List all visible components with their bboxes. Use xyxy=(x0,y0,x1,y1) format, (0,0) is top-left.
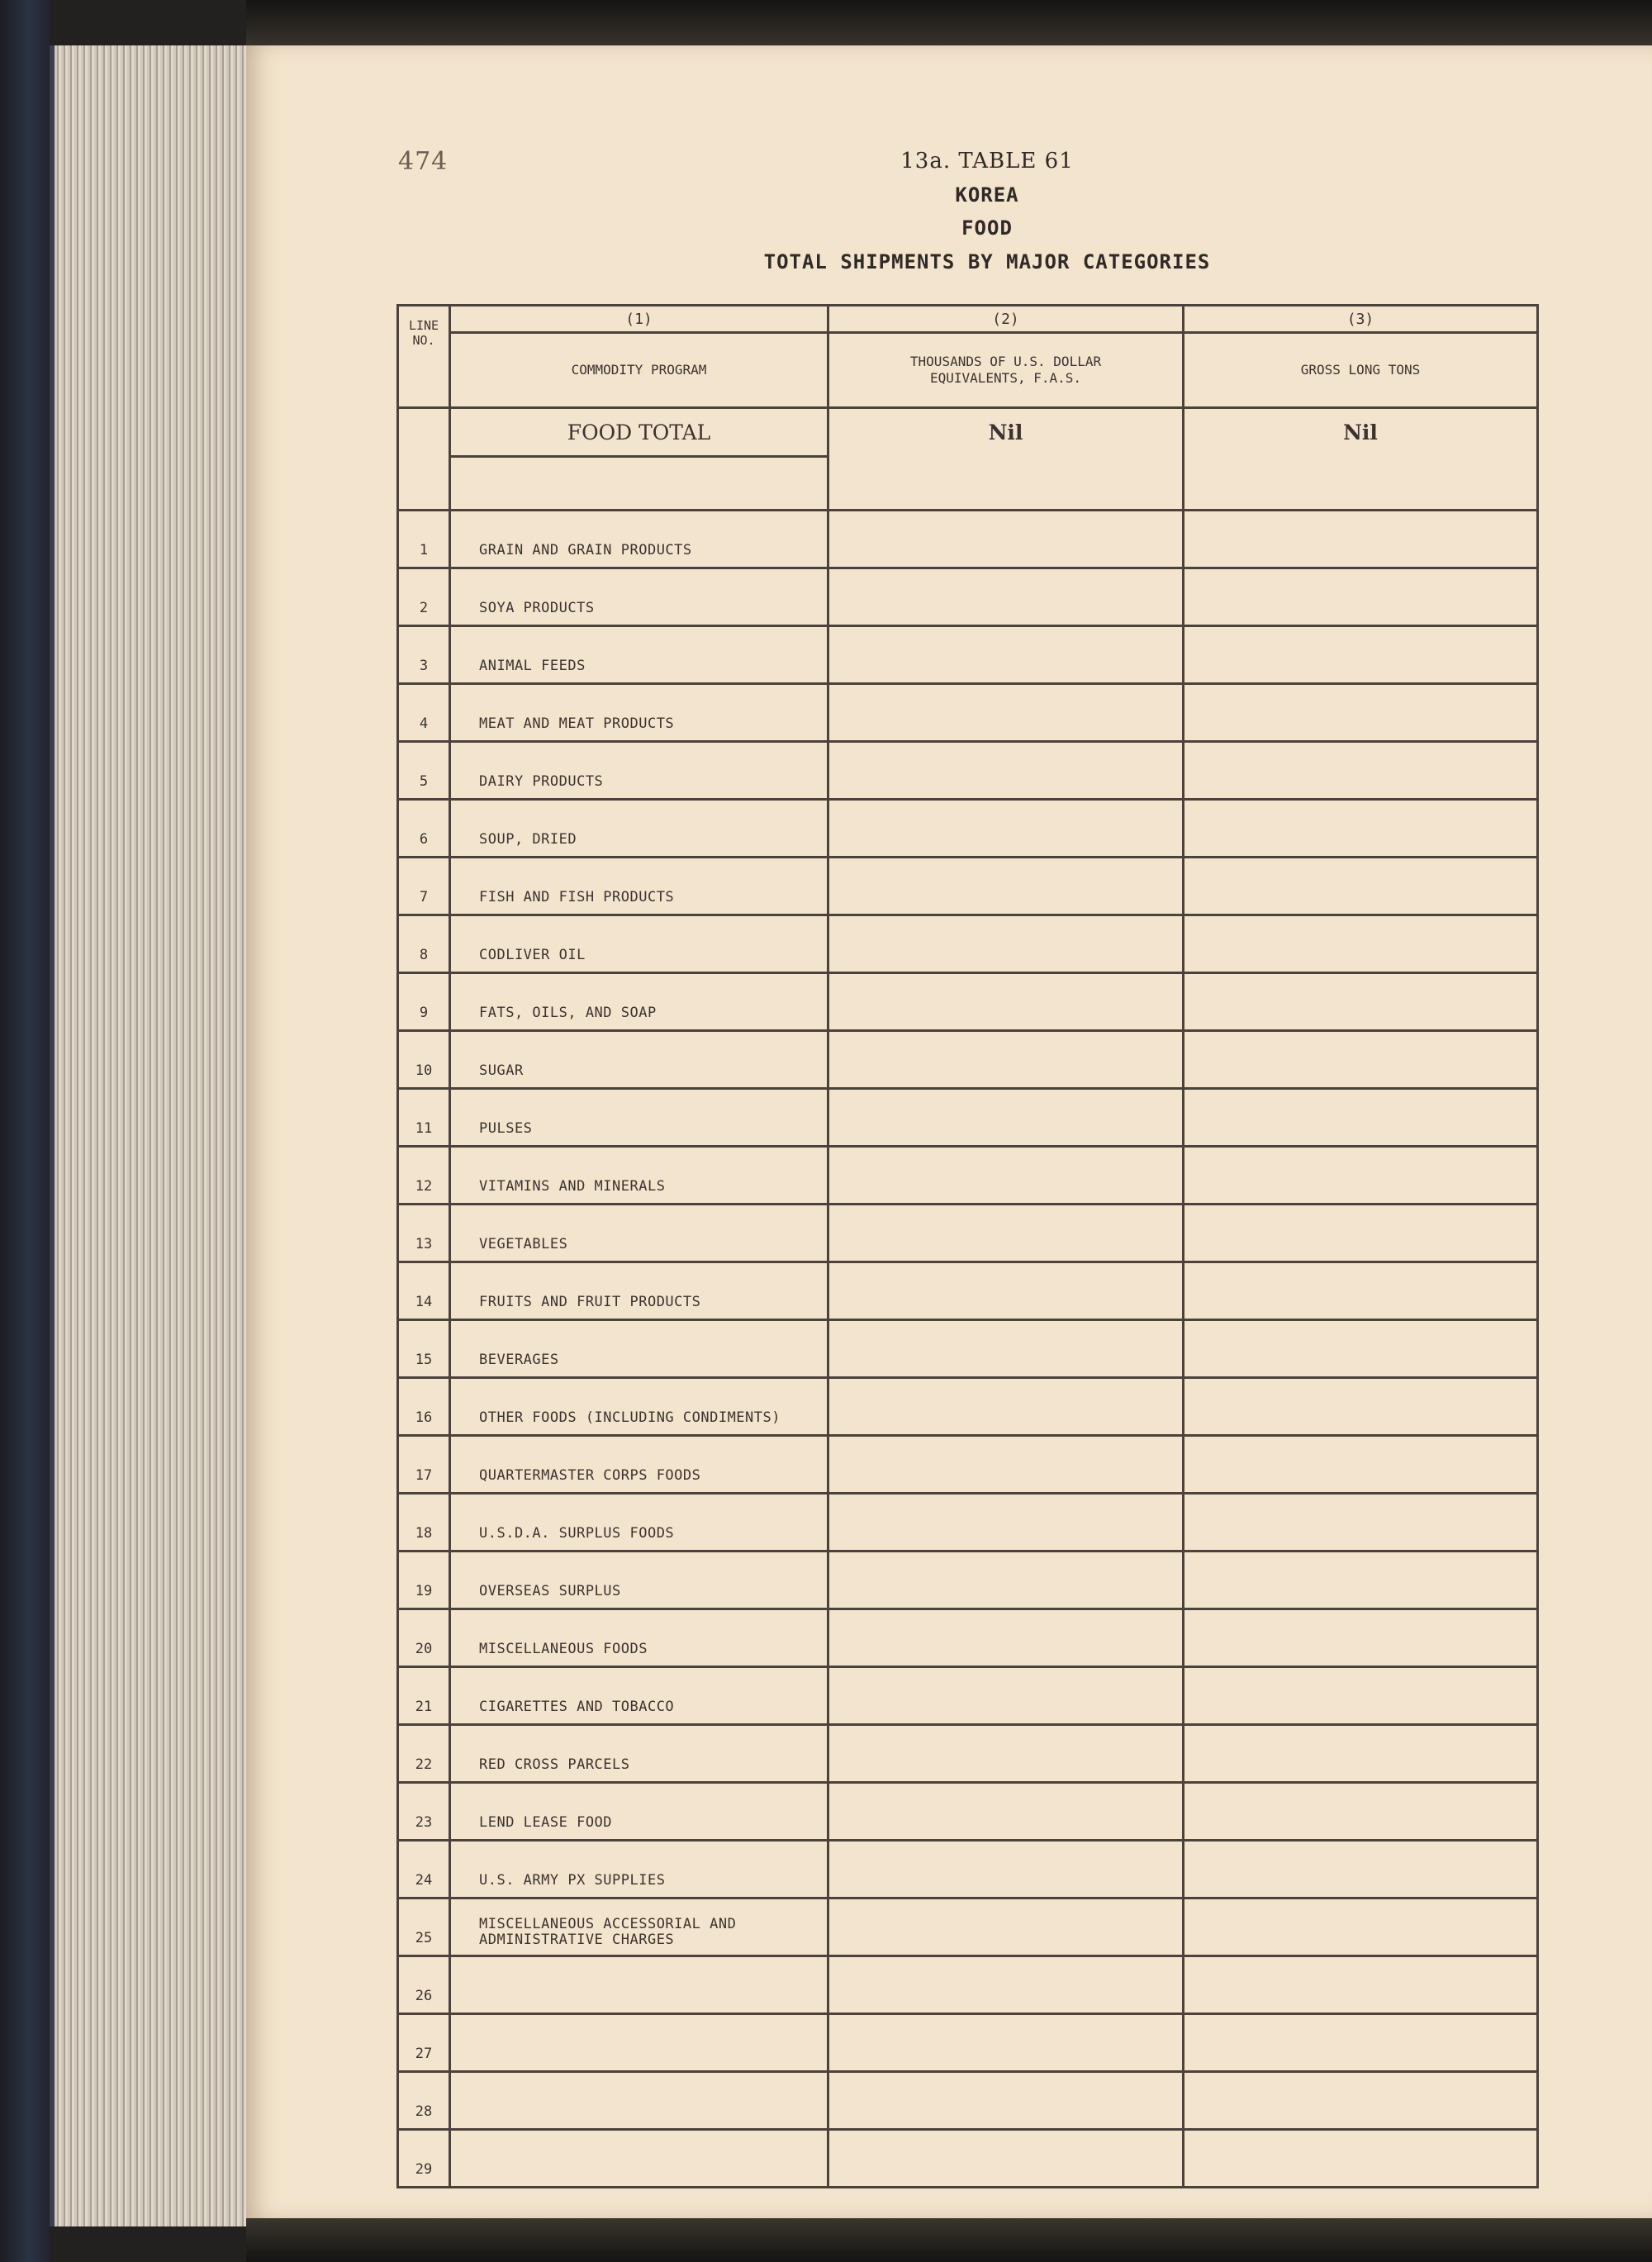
table-row xyxy=(398,742,1538,800)
line-number: 15 xyxy=(398,1320,450,1378)
tons-cell xyxy=(1184,973,1538,1031)
tons-cell xyxy=(1184,684,1538,742)
dollars-cell xyxy=(828,1956,1184,2014)
table-row xyxy=(398,1436,1538,1494)
dollars-cell xyxy=(828,511,1184,568)
commodity-name: U.S.D.A. SURPLUS FOODS xyxy=(450,1494,828,1552)
dollars-cell xyxy=(828,2130,1184,2188)
tons-cell xyxy=(1184,1089,1538,1147)
table-row xyxy=(398,1205,1538,1262)
tons-cell xyxy=(1184,1898,1538,1956)
commodity-name: QUARTERMASTER CORPS FOODS xyxy=(450,1436,828,1494)
line-number: 23 xyxy=(398,1783,450,1841)
table-row xyxy=(398,1841,1538,1898)
line-number: 3 xyxy=(398,626,450,684)
dollars-cell xyxy=(828,626,1184,684)
dollar-equivalents-header: THOUSANDS OF U.S. DOLLAR EQUIVALENTS, F.A.S. xyxy=(828,333,1184,408)
line-number: 9 xyxy=(398,973,450,1031)
top-margin-shadow xyxy=(246,0,1652,50)
line-number: 18 xyxy=(398,1494,450,1552)
dollars-cell xyxy=(828,1725,1184,1783)
commodity-name: MISCELLANEOUS ACCESSORIAL AND ADMINISTRATIVE CHARGES xyxy=(450,1898,828,1956)
table-row xyxy=(398,1667,1538,1725)
table-row xyxy=(398,2072,1538,2130)
commodity-name: PULSES xyxy=(450,1089,828,1147)
tons-cell xyxy=(1184,1552,1538,1609)
column-number-3: (3) xyxy=(1184,306,1538,333)
tons-cell xyxy=(1184,2014,1538,2072)
bottom-margin-shadow xyxy=(246,2218,1652,2262)
table-row xyxy=(398,800,1538,858)
dollars-cell xyxy=(828,2014,1184,2072)
line-number: 11 xyxy=(398,1089,450,1147)
tons-cell xyxy=(1184,2072,1538,2130)
category-heading: FOOD xyxy=(961,216,1013,240)
dollars-cell xyxy=(828,742,1184,800)
commodity-name: SUGAR xyxy=(450,1031,828,1089)
commodity-name: FRUITS AND FRUIT PRODUCTS xyxy=(450,1262,828,1320)
line-number: 16 xyxy=(398,1378,450,1436)
table-subtitle: TOTAL SHIPMENTS BY MAJOR CATEGORIES xyxy=(763,250,1211,273)
line-number: 2 xyxy=(398,568,450,626)
commodity-name: BEVERAGES xyxy=(450,1320,828,1378)
column-header-row xyxy=(398,333,1538,408)
dollars-cell xyxy=(828,1494,1184,1552)
table-row xyxy=(398,858,1538,915)
dollars-cell xyxy=(828,684,1184,742)
dollars-cell xyxy=(828,1031,1184,1089)
table-id: 13a. TABLE 61 xyxy=(900,149,1074,173)
line-number: 25 xyxy=(398,1898,450,1956)
commodity-name: OVERSEAS SURPLUS xyxy=(450,1552,828,1609)
line-number: 27 xyxy=(398,2014,450,2072)
line-number: 4 xyxy=(398,684,450,742)
dollars-cell xyxy=(828,1552,1184,1609)
line-number: 7 xyxy=(398,858,450,915)
table-row xyxy=(398,1783,1538,1841)
line-number: 10 xyxy=(398,1031,450,1089)
line-number: 28 xyxy=(398,2072,450,2130)
gross-long-tons-header: GROSS LONG TONS xyxy=(1184,333,1538,408)
line-number: 29 xyxy=(398,2130,450,2188)
table-row xyxy=(398,511,1538,568)
commodity-name: CODLIVER OIL xyxy=(450,915,828,973)
shipments-table-wrapper xyxy=(396,304,1536,2178)
table-row xyxy=(398,2014,1538,2072)
commodity-program-header: COMMODITY PROGRAM xyxy=(450,333,828,408)
commodity-name: DAIRY PRODUCTS xyxy=(450,742,828,800)
shipments-table xyxy=(396,304,1539,2188)
table-row xyxy=(398,973,1538,1031)
dollars-cell xyxy=(828,1841,1184,1898)
line-number: 22 xyxy=(398,1725,450,1783)
table-row xyxy=(398,1956,1538,2014)
dollars-cell xyxy=(828,1609,1184,1667)
line-number: 13 xyxy=(398,1205,450,1262)
table-row xyxy=(398,1494,1538,1552)
table-row xyxy=(398,1089,1538,1147)
table-row xyxy=(398,1552,1538,1609)
commodity-name xyxy=(450,2072,828,2130)
commodity-name: OTHER FOODS (INCLUDING CONDIMENTS) xyxy=(450,1378,828,1436)
dollars-cell xyxy=(828,568,1184,626)
dollars-cell xyxy=(828,1089,1184,1147)
dollars-cell xyxy=(828,1262,1184,1320)
tons-cell xyxy=(1184,1031,1538,1089)
dollars-cell xyxy=(828,2072,1184,2130)
tons-cell xyxy=(1184,2130,1538,2188)
dollars-cell xyxy=(828,915,1184,973)
commodity-name: FATS, OILS, AND SOAP xyxy=(450,973,828,1031)
line-number: 20 xyxy=(398,1609,450,1667)
commodity-name: VEGETABLES xyxy=(450,1205,828,1262)
table-row xyxy=(398,915,1538,973)
table-row xyxy=(398,1320,1538,1378)
table-row xyxy=(398,626,1538,684)
dollars-cell xyxy=(828,973,1184,1031)
commodity-name xyxy=(450,2014,828,2072)
tons-cell xyxy=(1184,568,1538,626)
table-row xyxy=(398,1378,1538,1436)
page-number: 474 xyxy=(398,147,449,176)
page-edges xyxy=(50,45,253,2226)
line-number: 5 xyxy=(398,742,450,800)
dollars-cell xyxy=(828,1898,1184,1956)
table-row xyxy=(398,1262,1538,1320)
commodity-name: SOYA PRODUCTS xyxy=(450,568,828,626)
food-total-label: FOOD TOTAL xyxy=(450,408,828,457)
tons-cell xyxy=(1184,1667,1538,1725)
dollars-cell xyxy=(828,1147,1184,1205)
dollars-cell xyxy=(828,1378,1184,1436)
line-number: 8 xyxy=(398,915,450,973)
tons-cell xyxy=(1184,1147,1538,1205)
line-number: 19 xyxy=(398,1552,450,1609)
tons-cell xyxy=(1184,800,1538,858)
book-spine xyxy=(0,0,50,2262)
dollars-cell xyxy=(828,1436,1184,1494)
total-line-cell xyxy=(398,408,450,511)
food-total-row xyxy=(398,408,1538,457)
commodity-name: FISH AND FISH PRODUCTS xyxy=(450,858,828,915)
dollars-cell xyxy=(828,1205,1184,1262)
commodity-name: SOUP, DRIED xyxy=(450,800,828,858)
table-row xyxy=(398,1031,1538,1089)
line-number: 21 xyxy=(398,1667,450,1725)
commodity-name: MISCELLANEOUS FOODS xyxy=(450,1609,828,1667)
commodity-name: CIGARETTES AND TOBACCO xyxy=(450,1667,828,1725)
commodity-name: VITAMINS AND MINERALS xyxy=(450,1147,828,1205)
line-number: 26 xyxy=(398,1956,450,2014)
tons-cell xyxy=(1184,1262,1538,1320)
dollars-cell xyxy=(828,1667,1184,1725)
dollars-cell xyxy=(828,800,1184,858)
tons-cell xyxy=(1184,1841,1538,1898)
line-number: 17 xyxy=(398,1436,450,1494)
tons-cell xyxy=(1184,1320,1538,1378)
line-no-header: LINE NO. xyxy=(398,306,450,408)
spacer-cell xyxy=(450,457,828,511)
dollars-cell xyxy=(828,1320,1184,1378)
column-number-1: (1) xyxy=(450,306,828,333)
commodity-name: LEND LEASE FOOD xyxy=(450,1783,828,1841)
line-number: 12 xyxy=(398,1147,450,1205)
tons-cell xyxy=(1184,511,1538,568)
line-number: 24 xyxy=(398,1841,450,1898)
table-row xyxy=(398,1898,1538,1956)
table-row xyxy=(398,1609,1538,1667)
commodity-name: ANIMAL FEEDS xyxy=(450,626,828,684)
commodity-name xyxy=(450,2130,828,2188)
tons-cell xyxy=(1184,1783,1538,1841)
tons-cell xyxy=(1184,915,1538,973)
table-row xyxy=(398,1147,1538,1205)
tons-cell xyxy=(1184,1609,1538,1667)
commodity-name xyxy=(450,1956,828,2014)
line-number: 1 xyxy=(398,511,450,568)
food-total-tons: Nil xyxy=(1184,408,1538,511)
commodity-name: MEAT AND MEAT PRODUCTS xyxy=(450,684,828,742)
commodity-name: GRAIN AND GRAIN PRODUCTS xyxy=(450,511,828,568)
tons-cell xyxy=(1184,1436,1538,1494)
tons-cell xyxy=(1184,1494,1538,1552)
table-row xyxy=(398,1725,1538,1783)
dollars-cell xyxy=(828,858,1184,915)
tons-cell xyxy=(1184,626,1538,684)
commodity-name: RED CROSS PARCELS xyxy=(450,1725,828,1783)
dollars-cell xyxy=(828,1783,1184,1841)
line-number: 14 xyxy=(398,1262,450,1320)
line-number: 6 xyxy=(398,800,450,858)
tons-cell xyxy=(1184,742,1538,800)
table-row xyxy=(398,2130,1538,2188)
tons-cell xyxy=(1184,858,1538,915)
table-row xyxy=(398,568,1538,626)
column-number-2: (2) xyxy=(828,306,1184,333)
table-row xyxy=(398,684,1538,742)
tons-cell xyxy=(1184,1378,1538,1436)
tons-cell xyxy=(1184,1956,1538,2014)
commodity-name: U.S. ARMY PX SUPPLIES xyxy=(450,1841,828,1898)
tons-cell xyxy=(1184,1725,1538,1783)
tons-cell xyxy=(1184,1205,1538,1262)
food-total-dollars: Nil xyxy=(828,408,1184,511)
country-heading: KOREA xyxy=(955,183,1019,207)
column-number-row xyxy=(398,306,1538,333)
